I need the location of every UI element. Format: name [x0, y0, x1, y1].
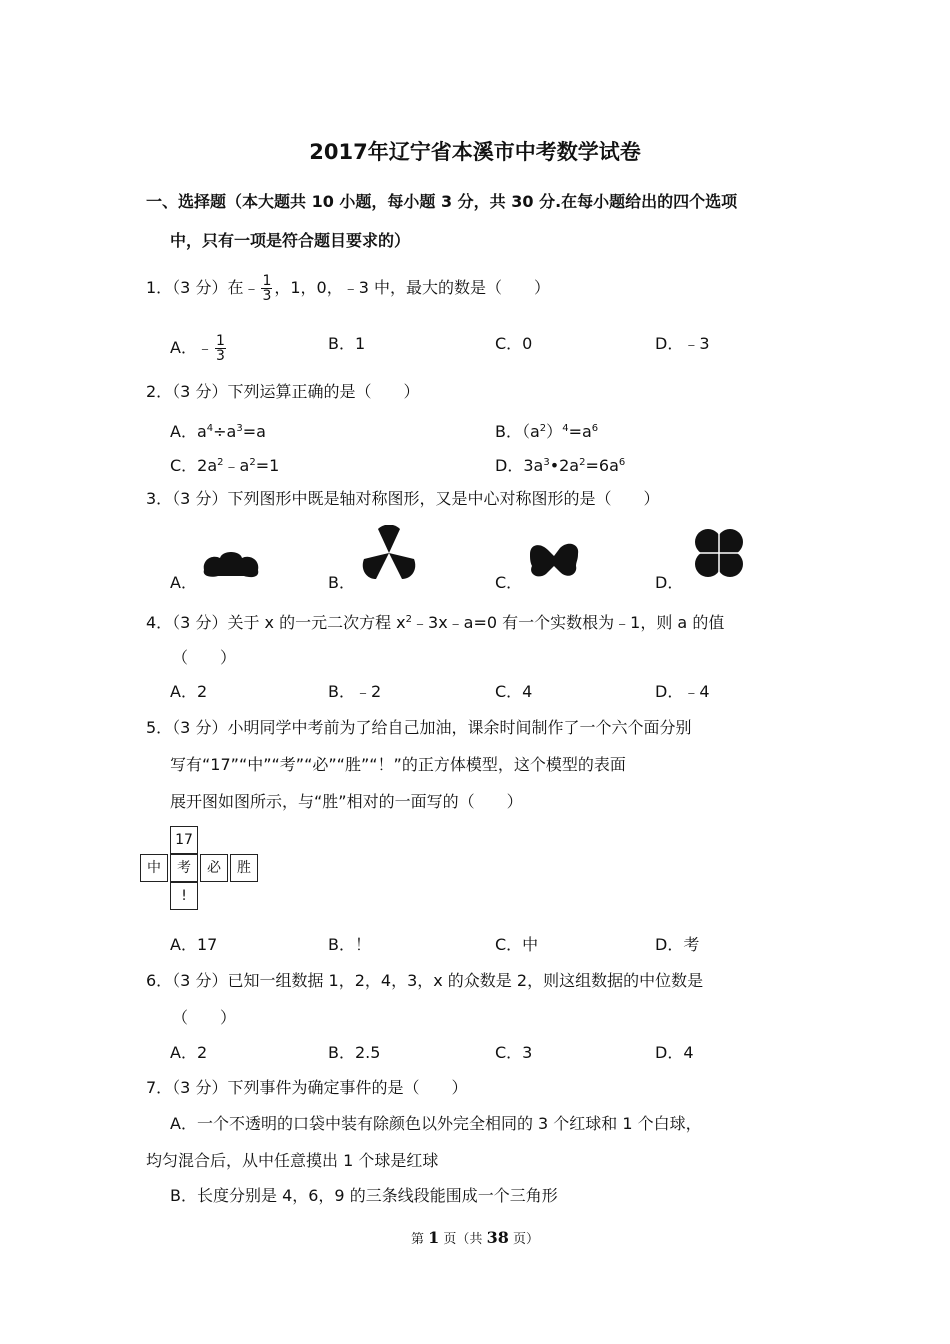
question-4-stem-line2: （ ）: [172, 648, 237, 667]
q4-option-a: A．2: [170, 682, 208, 701]
q6-option-a: A．2: [170, 1043, 208, 1062]
q7-option-a-line2: 均匀混合后，从中任意摸出 1 个球是红球: [146, 1151, 439, 1170]
page-title: 2017年辽宁省本溪市中考数学试卷: [309, 140, 641, 164]
q2-option-a: A．$a^4\div a^3=a$: [170, 422, 266, 441]
q6-option-b: B．2.5: [328, 1043, 381, 1062]
q5-option-b: B．！: [328, 935, 371, 954]
question-3-stem: 3．（3 分）下列图形中既是轴对称图形，又是中心对称图形的是（ ）: [146, 489, 660, 508]
net-cell-bottom: !: [170, 882, 198, 910]
q3-option-c: C．: [495, 573, 523, 592]
q7-option-a-line1: A．一个不透明的口袋中装有除颜色以外完全相同的 3 个红球和 1 个白球，: [170, 1114, 702, 1133]
q1-option-b: B．1: [328, 334, 366, 353]
section-heading-line1: 一、选择题（本大题共 10 小题，每小题 3 分，共 30 分.在每小题给出的四个选项: [146, 192, 738, 211]
three-lobe-shape-figure-b: [358, 525, 420, 583]
question-5-stem-line3: 展开图如图所示，与“胜”相对的一面写的（ ）: [170, 792, 523, 811]
fraction: $\frac{1}{3}$: [215, 333, 225, 364]
net-cell-top: 17: [170, 826, 198, 854]
q1-option-a: A．﹣ $\frac{1}{3}$: [170, 333, 225, 364]
question-4-stem-line1: 4．（3 分）关于 x 的一元二次方程 $x^2﹣3x﹣a=0$ 有一个实数根为﹣1，则 a 的值: [146, 613, 725, 632]
four-leaf-clover-figure-d: [688, 522, 750, 584]
bowtie-shape-figure-c: [526, 540, 582, 580]
q4-option-d: D．﹣4: [655, 682, 710, 701]
net-cell-4: 胜: [230, 854, 258, 882]
net-cell-3: 必: [200, 854, 228, 882]
question-6-stem-line1: 6．（3 分）已知一组数据 1，2，4，3，x 的众数是 2，则这组数据的中位数是: [146, 971, 704, 990]
section-heading-line2: 中，只有一项是符合题目要求的）: [170, 231, 411, 250]
page-footer: 第 1 页（共 38 页）: [410, 1228, 539, 1247]
q6-option-d: D．4: [655, 1043, 694, 1062]
q6-option-c: C．3: [495, 1043, 533, 1062]
cloud-shape-figure-a: [200, 546, 262, 582]
net-cell-1: 中: [140, 854, 168, 882]
q3-option-a: A．: [170, 573, 197, 592]
question-1-stem: 1．（3 分）在﹣ $\frac{1}{3}$ ，1，0，﹣3 中，最大的数是（ ）: [146, 273, 551, 304]
fraction: $\frac{1}{3}$: [262, 273, 272, 304]
q5-option-a: A．17: [170, 935, 218, 954]
q3-option-d: D．: [655, 573, 684, 592]
question-2-stem: 2．（3 分）下列运算正确的是（ ）: [146, 382, 420, 401]
net-cell-2: 考: [170, 854, 198, 882]
q4-option-b: B．﹣2: [328, 682, 382, 701]
q7-option-b: B．长度分别是 4，6，9 的三条线段能围成一个三角形: [170, 1186, 558, 1205]
q2-option-b: B．$(a^2)^4=a^6$: [495, 422, 599, 441]
q2-option-c: C．$2a^2﹣a^2=1$: [170, 456, 280, 475]
q1-option-c: C．0: [495, 334, 533, 353]
question-5-stem-line1: 5．（3 分）小明同学中考前为了给自己加油，课余时间制作了一个六个面分别: [146, 718, 692, 737]
q5-option-d: D．考: [655, 935, 700, 954]
q5-option-c: C．中: [495, 935, 539, 954]
question-5-stem-line2: 写有“17”“中”“考”“必”“胜”“！”的正方体模型，这个模型的表面: [170, 755, 626, 774]
q4-option-c: C．4: [495, 682, 533, 701]
q1-option-d: D．﹣3: [655, 334, 710, 353]
question-7-stem: 7．（3 分）下列事件为确定事件的是（ ）: [146, 1078, 468, 1097]
q2-option-d: D．$3a^3•2a^2=6a^6$: [495, 456, 626, 475]
question-6-stem-line2: （ ）: [172, 1008, 237, 1027]
q3-option-b: B．: [328, 573, 355, 592]
